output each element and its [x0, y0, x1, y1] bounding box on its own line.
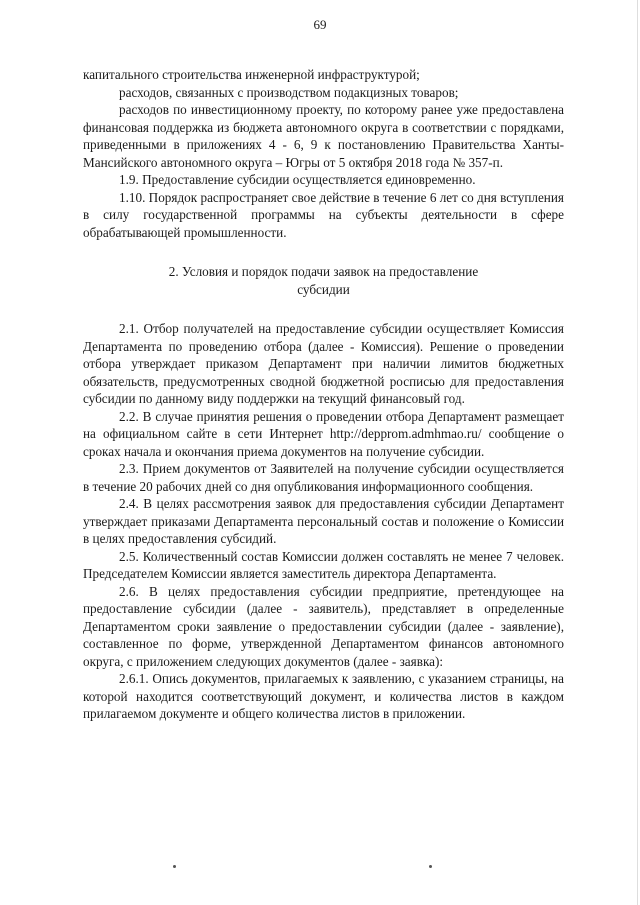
scan-speck — [173, 865, 176, 868]
section-heading — [83, 263, 564, 298]
paragraph: 2.4. В целях рассмотрения заявок для предоставления субсидии Департамент утверждает приказами Департамента персональный состав и положение о Комиссии в целях предоставления субсидий. — [83, 496, 564, 546]
paragraph: расходов по инвестиционному проекту, по которому ранее уже предоставлена финансовая поддержка из бюджета автономного округа в соответствии с порядками, приведенными в приложениях 4 - 6, 9 к постановлению Правительства Ханты-Мансийского автономного округа – Югры от 5 октября 2018 года № 357-п. — [83, 102, 564, 170]
scan-edge — [637, 0, 638, 905]
paragraph: 2.2. В случае принятия решения о проведении отбора Департамент размещает на официальном сайте в сети Интернет http://depprom.admhmao.ru/ сообщение о сроках начала и окончания приема документов на получение субсидии. — [83, 408, 564, 459]
paragraph: 1.9. Предоставление субсидии осуществляется единовременно. — [119, 172, 476, 187]
section-heading-line1: 2. Условия и порядок подачи заявок на предоставление — [168, 264, 479, 279]
paragraph: капитального строительства инженерной инфраструктурой; — [83, 67, 420, 82]
paragraph: 2.1. Отбор получателей на предоставление субсидии осуществляет Комиссия Департамента по проведению отбора (далее - Комиссия). Решение о проведении отбора утверждает приказом Департамент при наличии лимитов бюджетных обязательств, предусмотренных сводной бюджетной росписью для предоставления субсидии по данному виду поддержки на текущий финансовый год. — [83, 321, 564, 406]
document-body — [83, 66, 564, 723]
page-number: 69 — [313, 17, 327, 32]
paragraph: 2.6.1. Опись документов, прилагаемых к заявлению, с указанием страницы, на которой находится соответствующий документ, и количества листов в каждом прилагаемом документе и общего количества листов в приложении. — [83, 671, 564, 721]
paragraph: 2.5. Количественный состав Комиссии должен составлять не менее 7 человек. Председателем Комиссии является заместитель директора Департамента. — [83, 548, 564, 581]
paragraph: 2.3. Прием документов от Заявителей на получение субсидии осуществляется в течение 20 рабочих дней со дня опубликования информационного сообщения. — [83, 461, 564, 494]
section-heading-line2: субсидии — [297, 281, 350, 297]
scan-speck — [429, 865, 432, 868]
paragraph: расходов, связанных с производством подакцизных товаров; — [119, 84, 459, 100]
paragraph: 2.6. В целях предоставления субсидии предприятие, претендующее на предоставление субсидии (далее - заявитель), представляет в определенные Департаментом сроки заявление о предоставлении субсидии (далее - заявление), составленное по форме, утвержденной Департаментом финансов автономного округа, с приложением следующих документов (далее - заявка): — [83, 583, 564, 669]
paragraph: 1.10. Порядок распространяет свое действие в течение 6 лет со дня вступления в силу государственной программы на субъекты деятельности в сфере обрабатывающей промышленности. — [83, 189, 564, 240]
